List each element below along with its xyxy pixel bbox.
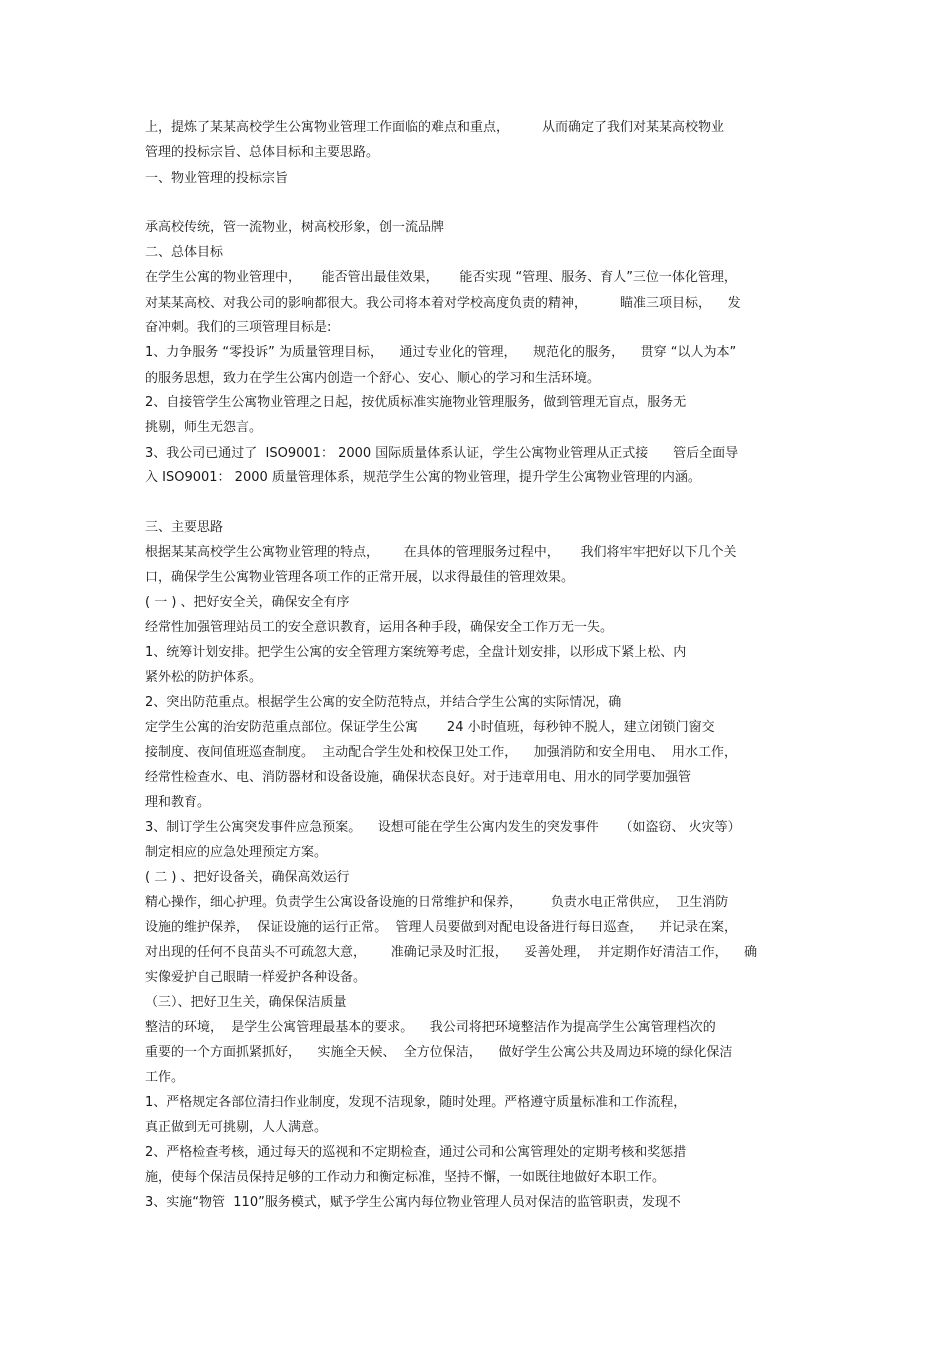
- text-line: 1、力争服务 “零投诉” 为质量管理目标， 通过专业化的管理， 规范化的服务， 贯穿 “以人为本”: [145, 345, 737, 360]
- text-line: 1、严格规定各部位清扫作业制度，发现不洁现象，随时处理。严格遵守质量标准和工作流程，: [145, 1095, 687, 1110]
- text-line: 的服务思想，致力在学生公寓内创造一个舒心、安心、顺心的学习和生活环境。: [145, 371, 601, 386]
- text-line: 1、统筹计划安排。把学生公寓的安全管理方案统筹考虑，全盘计划安排，以形成下紧上松、内: [145, 645, 687, 660]
- text-line: 挑剔，师生无怨言。: [145, 420, 263, 435]
- text-line: 承高校传统，管一流物业，树高校形象，创一流品牌: [145, 220, 445, 235]
- text-line: 3、制订学生公寓突发事件应急预案。 设想可能在学生公寓内发生的突发事件 （如盗窃、 火灾等）: [145, 820, 741, 835]
- subsection-heading: ( 二 ) 、把好设备关，确保高效运行: [145, 870, 350, 885]
- text-line: 3、我公司已通过了 ISO9001： 2000 国际质量体系认证，学生公寓物业管理从正式接 管后全面导: [145, 446, 739, 461]
- section-heading: 二、总体目标: [145, 245, 224, 260]
- text-line: 奋冲刺。我们的三项管理目标是:: [145, 320, 332, 335]
- text-line: 经常性加强管理站员工的安全意识教育，运用各种手段，确保安全工作万无一失。: [145, 620, 614, 635]
- text-line: 入 ISO9001： 2000 质量管理体系，规范学生公寓的物业管理，提升学生公寓物业管理的内涵。: [145, 470, 701, 485]
- subsection-heading: ( 一 ) 、把好安全关，确保安全有序: [145, 595, 350, 610]
- text-line: 经常性检查水、电、消防器材和设备设施，确保状态良好。对于违章用电、用水的同学要加强管: [145, 770, 692, 785]
- text-line: 上，提炼了某某高校学生公寓物业管理工作面临的难点和重点， 从而确定了我们对某某高校物业: [145, 120, 725, 135]
- text-line: 接制度、夜间值班巡查制度。 主动配合学生处和校保卫处工作， 加强消防和安全用电、 用水工作，: [145, 745, 738, 760]
- section-heading: 三、主要思路: [145, 520, 224, 535]
- text-line: 紧外松的防护体系。: [145, 670, 263, 685]
- text-line: 真正做到无可挑剔，人人满意。: [145, 1120, 328, 1135]
- text-line: 2、严格检查考核，通过每天的巡视和不定期检查，通过公司和公寓管理处的定期考核和奖惩措: [145, 1145, 687, 1160]
- subsection-heading: （三）、把好卫生关，确保保洁质量: [145, 995, 347, 1010]
- text-line: 定学生公寓的治安防范重点部位。保证学生公寓 24 小时值班，每秒钟不脱人，建立闭锁门窗交: [145, 720, 715, 735]
- text-line: 管理的投标宗旨、总体目标和主要思路。: [145, 145, 380, 160]
- section-heading: 一、物业管理的投标宗旨: [145, 171, 289, 186]
- text-line: 对某某高校、对我公司的影响都很大。我公司将本着对学校高度负责的精神， 瞄准三项目标， 发: [145, 296, 741, 311]
- text-line: 2、突出防范重点。根据学生公寓的安全防范特点，并结合学生公寓的实际情况，确: [145, 695, 622, 710]
- text-line: 精心操作，细心护理。负责学生公寓设备设施的日常维护和保养， 负责水电正常供应， 卫生消防: [145, 895, 729, 910]
- text-line: 重要的一个方面抓紧抓好， 实施全天候、 全方位保洁， 做好学生公寓公共及周边环境的绿化保洁: [145, 1045, 733, 1060]
- text-line: 理和教育。: [145, 795, 211, 810]
- text-line: 制定相应的应急处理预定方案。: [145, 845, 328, 860]
- text-line: 对出现的任何不良苗头不可疏忽大意， 准确记录及时汇报， 妥善处理， 并定期作好清洁工作， 确: [145, 945, 758, 960]
- text-line: 施，使每个保洁员保持足够的工作动力和衡定标准，坚持不懈，一如既往地做好本职工作。: [145, 1170, 666, 1185]
- text-line: 根据某某高校学生公寓物业管理的特点， 在具体的管理服务过程中， 我们将牢牢把好以下几个关: [145, 545, 737, 560]
- text-line: 在学生公寓的物业管理中， 能否管出最佳效果， 能否实现 “管理、服务、育人”三位一体化管理，: [145, 270, 737, 285]
- text-line: 3、实施“物管 110”服务模式，赋予学生公寓内每位物业管理人员对保洁的监管职责，发现不: [145, 1195, 681, 1210]
- text-line: 2、自接管学生公寓物业管理之日起，按优质标准实施物业管理服务，做到管理无盲点，服务无: [145, 395, 687, 410]
- text-line: 整洁的环境， 是学生公寓管理最基本的要求。 我公司将把环境整洁作为提高学生公寓管理档次的: [145, 1020, 716, 1035]
- text-line: 实像爱护自己眼睛一样爱护各种设备。: [145, 970, 367, 985]
- text-line: 口，确保学生公寓物业管理各项工作的正常开展，以求得最佳的管理效果。: [145, 570, 575, 585]
- text-line: 工作。: [145, 1070, 185, 1085]
- text-line: 设施的维护保养， 保证设施的运行正常。 管理人员要做到对配电设备进行每日巡查， 并记录在案，: [145, 920, 738, 935]
